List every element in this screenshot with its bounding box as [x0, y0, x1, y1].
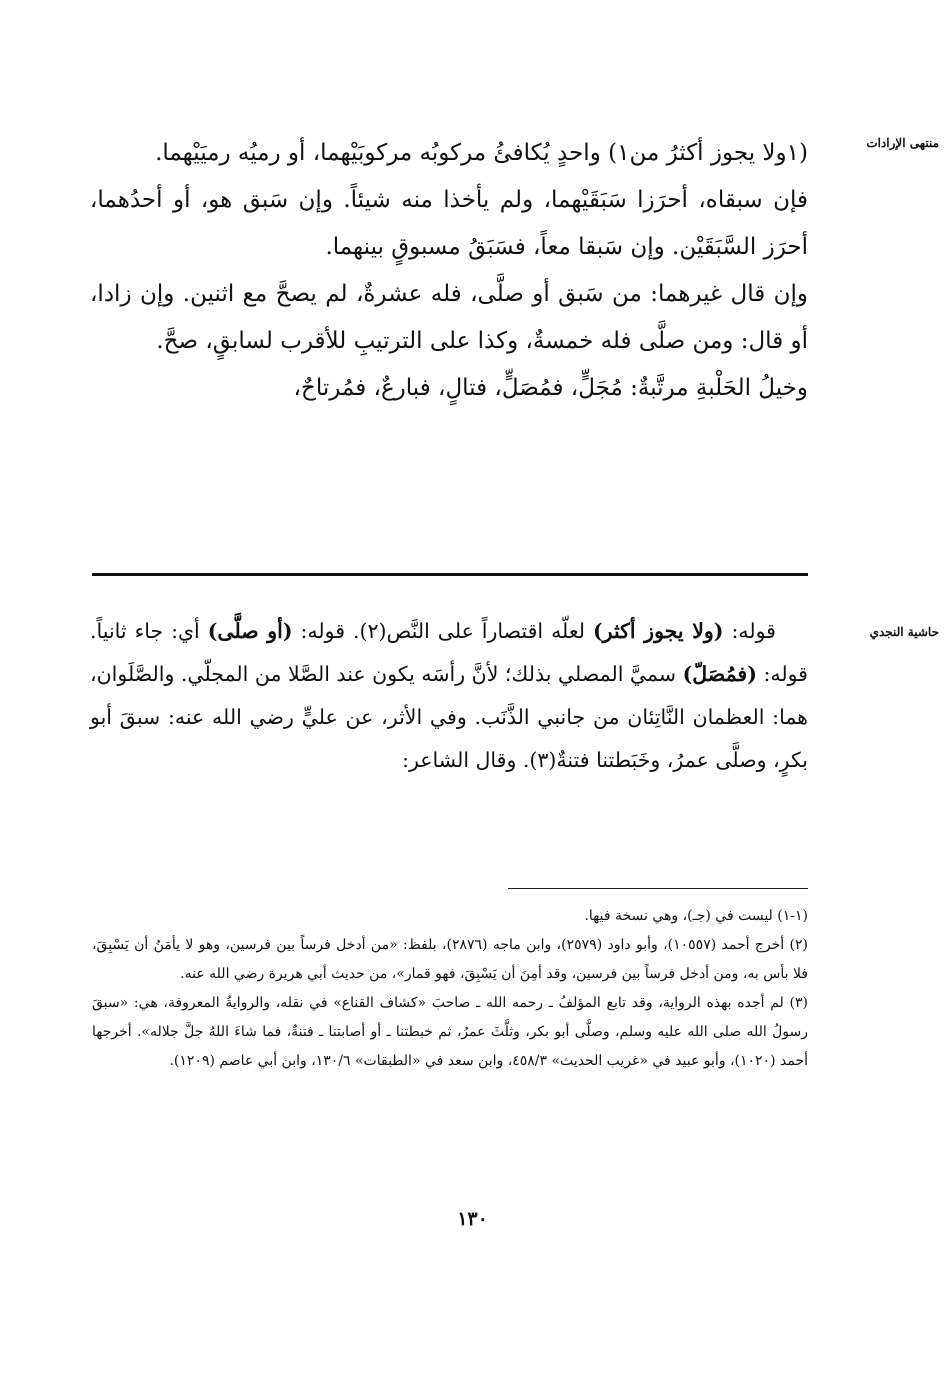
sharh-quote-3: (فمُصَلّ): [682, 662, 757, 686]
matn-paragraph-4: وخيلُ الحَلْبةِ مرتَّبةٌ: مُجَلٍّ، فمُصَلٍّ، فتالٍ، فبارعٌ، فمُرتاحٌ،: [293, 375, 808, 401]
sharh-paragraph: [90, 610, 808, 782]
sharh-text-2: أي: جاء ثانياً. قوله:: [90, 619, 808, 686]
footnote-1: (١-١) ليست في (جـ)، وهي نسخة فيها.: [584, 908, 808, 924]
footnotes: [92, 902, 808, 1076]
matn-paragraph-1: (١ولا يجوز أكثرُ من١) واحدٍ يُكافئُ مركوبُه مركوبَيْهما، أو رميُه رميَيْهما.: [155, 140, 808, 166]
sharh-lead: قوله:: [723, 619, 776, 643]
sharh-side-label: حاشية النجدي: [869, 625, 939, 639]
matn-paragraph-2: فإن سبقاه، أحرَزا سَبَقَيْهما، ولم يأخذا منه شيئاً. وإن سَبق هو، أو أحدُهما، أحرَز السَّبَقَيْن. وإن سَبقا معاً، فسَبَقُ مسبوقٍ بينهما.: [90, 187, 808, 260]
sharh-text: [90, 610, 808, 782]
matn-paragraph-3: وإن قال غيرهما: من سَبق أو صلَّى، فله عشرةٌ، لم يصحَّ مع اثنين. وإن زادا، أو قال: ومن صلَّى فله خمسةٌ، وكذا على الترتيبِ للأقرب لسابقٍ، صحَّ.: [90, 281, 808, 354]
matn-side-label: منتهى الإرادات: [866, 136, 939, 150]
sharh-text-1: لعلّه اقتصاراً على النَّص(٢). قوله:: [292, 619, 593, 643]
matn-text: [90, 130, 808, 412]
footnote-divider: [508, 888, 808, 889]
page-number: ١٣٠: [457, 1208, 488, 1230]
footnote-3: (٣) لم أجده بهذه الرواية، وقد تابع المؤلفُ ـ رحمه الله ـ صاحبَ «كشاف القناع» في نقله، والروايةُ المعروفة، هي: «سبقَ رسولُ الله صلى الله عليه وسلم، وصلَّى أبو بكر، وثلَّثَ عمرُ، ثم خبطتنا ـ أو أصابتنا ـ فتنةٌ، فما شاءَ اللهُ جلَّ جلاله». أخرجها أحمد (١٠٢٠)، وأبو عبيد في «غريب الحديث» ٤٥٨/٣، وابن سعد في «الطبقات» ١٣٠/٦، وابن أبي عاصم (١٢٠٩).: [92, 995, 808, 1069]
footnote-2: (٢) أخرج أحمد (١٠٥٥٧)، وأبو داود (٢٥٧٩)، وابن ماجه (٢٨٧٦)، بلفظ: «من أدخل فرساً بين فرسين، وهو لا يأمَنُ أن يَسْبِقَ، فلا بأس به، ومن أدخل فرساً بين فرسين، وقد أمِنَ أن يَسْبِقَ، فهو قمار»، من حديث أبي هريرة رضي الله عنه.: [92, 937, 808, 982]
sharh-quote-2: (أو صلَّى): [207, 619, 293, 643]
sharh-quote-1: (ولا يجوز أكثر): [592, 619, 724, 643]
section-divider: [92, 573, 808, 576]
sharh-text-3: سميَّ المصلي بذلك؛ لأنَّ رأسَه يكون عند الصَّلا من المجلّي. والصَّلَوان، هما: العظمان النَّاتِئان من جانبي الذَّنَب. وفي الأثر، عن عليٍّ رضي الله عنه: سبقَ أبو بكرٍ، وصلَّى عمرُ، وخَبَطتنا فتنةٌ(٣). وقال الشاعر:: [90, 662, 808, 772]
